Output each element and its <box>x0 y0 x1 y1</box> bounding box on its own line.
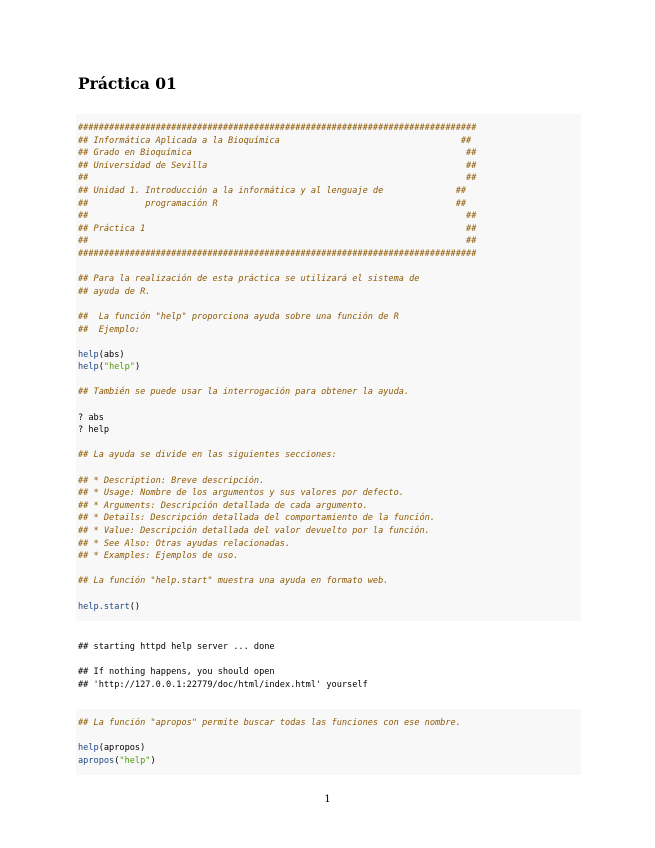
help-apropos-arg: (apropos) <box>98 743 146 754</box>
header-line: ## Grado en Bioquímica ## <box>78 148 477 159</box>
header-line: ## Unidad 1. Introducción a la informática y al lenguaje de ## <box>78 185 467 196</box>
code-line-help-apropos <box>78 742 579 755</box>
header-line: ############################################################################# <box>78 248 477 259</box>
comment-line: ## Para la realización de esta práctica se utilizará el sistema de <box>78 274 420 285</box>
header-line: ## ## <box>78 173 477 184</box>
help-function: help <box>78 362 99 373</box>
section-line: ## * Details: Descripción detallada del comportamiento de la función. <box>78 513 435 524</box>
page-number: 1 <box>324 794 331 805</box>
header-line: ## ## <box>78 236 477 247</box>
comment-line: ## La función "apropos" permite buscar todas las funciones con ese nombre. <box>78 718 461 728</box>
apropos-function: apropos <box>78 755 115 766</box>
string-literal: "help" <box>119 755 151 766</box>
header-line: ## Informática Aplicada a la Bioquímica ## <box>78 135 472 146</box>
section-line: ## * See Also: Otras ayudas relacionadas. <box>78 538 291 549</box>
section-line: ## * Value: Descripción detallada del valor devuelto por la función. <box>78 526 430 536</box>
help-start-function: help.start <box>78 601 130 612</box>
header-line: ## ## <box>78 211 477 222</box>
code-chunk-2 <box>76 709 581 775</box>
help-function: help <box>78 743 99 754</box>
code-line-help-start <box>78 601 579 614</box>
section-line: ## * Arguments: Descripción detallada de cada argumento. <box>78 500 368 511</box>
comment-line: ## Ejemplo: <box>78 324 141 335</box>
comment-line: ## ayuda de R. <box>78 286 151 297</box>
help-start-parens: () <box>129 601 141 612</box>
output-line: ## starting httpd help server ... done <box>78 642 275 652</box>
code-line-q-help: ? help <box>78 425 110 436</box>
paren-open: ( <box>98 362 104 373</box>
header-line: ## Universidad de Sevilla ## <box>78 160 477 171</box>
page-title: Práctica 01 <box>78 74 177 93</box>
comment-line: ## La función "help" proporciona ayuda sobre una función de R <box>78 311 399 322</box>
header-line: ############################################################################# <box>78 123 477 133</box>
paren-close: ) <box>134 362 141 373</box>
code-line-help-abs <box>78 349 579 362</box>
comment-line: ## También se puede usar la interrogación para obtener la ayuda. <box>78 387 410 398</box>
help-abs-arg: (abs) <box>98 349 125 360</box>
paren-open: ( <box>114 755 120 766</box>
output-line: ## If nothing happens, you should open <box>78 667 275 678</box>
header-line: ## Práctica 1 ## <box>78 223 477 234</box>
output-line: ## 'http://127.0.0.1:22779/doc/html/index.html' yourself <box>78 679 368 690</box>
section-line: ## * Usage: Nombre de los argumentos y sus valores por defecto. <box>78 488 404 499</box>
code-chunk-1 <box>76 114 581 621</box>
header-line: ## programación R ## <box>78 198 467 209</box>
section-line: ## * Description: Breve descripción. <box>78 475 265 486</box>
section-line: ## * Examples: Ejemplos de uso. <box>78 551 239 562</box>
code-line-apropos <box>78 755 579 768</box>
help-function: help <box>78 349 99 360</box>
comment-line: ## La ayuda se divide en las siguientes secciones: <box>78 450 337 461</box>
code-line-help-help <box>78 361 579 374</box>
console-output <box>78 641 368 691</box>
string-literal: "help" <box>103 362 135 373</box>
comment-line: ## La función "help.start" muestra una ayuda en formato web. <box>78 576 389 587</box>
paren-close: ) <box>150 755 156 766</box>
code-line-q-abs: ? abs <box>78 412 104 423</box>
